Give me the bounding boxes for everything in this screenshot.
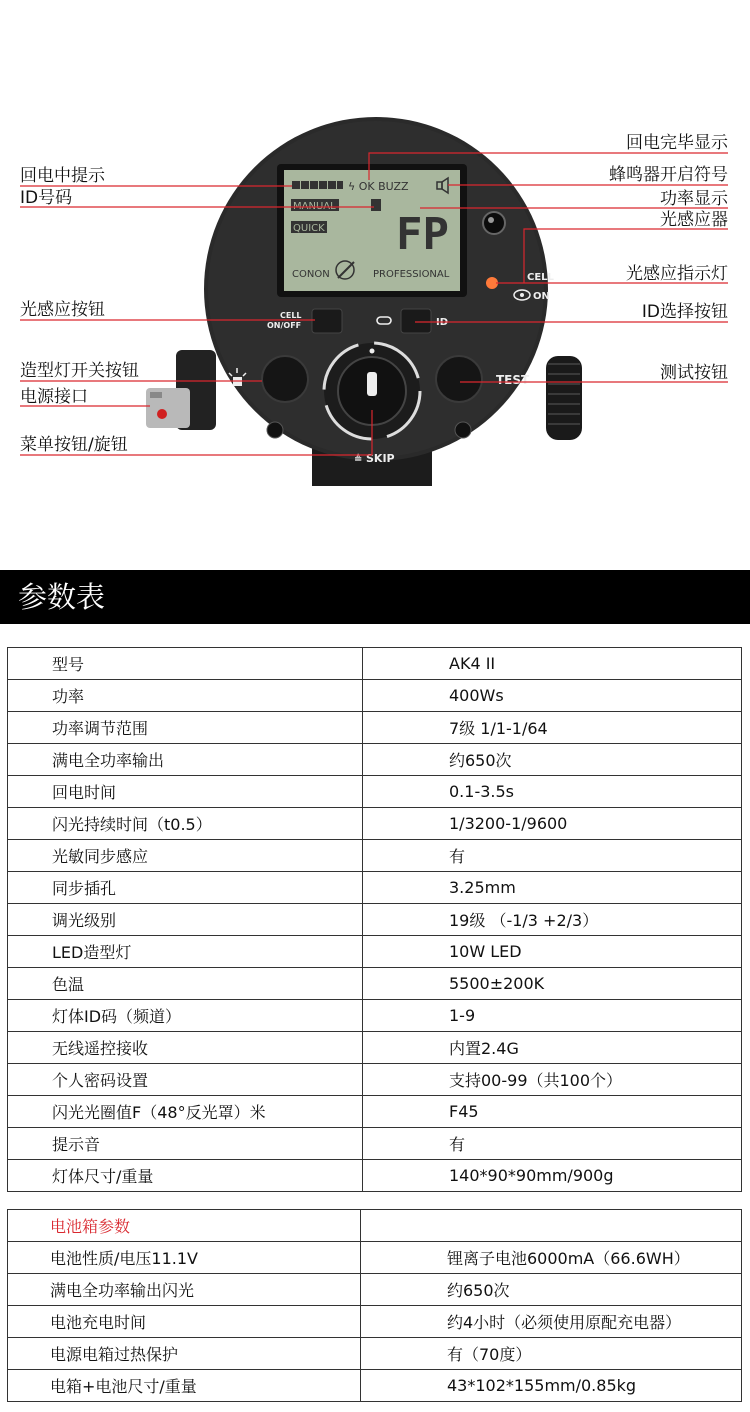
section-header xyxy=(0,570,750,624)
spec-key: 回电时间 xyxy=(8,776,363,808)
callout-sensor-button: 光感应按钮 xyxy=(20,300,105,320)
spec-key: 调光级别 xyxy=(8,904,363,936)
spec-key: 灯体ID码（频道） xyxy=(8,1000,363,1032)
spec-value: 19级 （-1/3 +2/3） xyxy=(363,904,742,936)
spec-table xyxy=(7,647,742,1192)
callout-recycle-complete: 回电完毕显示 xyxy=(626,133,728,153)
callout-modeling-light: 造型灯开关按钮 xyxy=(20,361,139,381)
spec-key: LED造型灯 xyxy=(8,936,363,968)
table-row xyxy=(8,1000,742,1032)
spec-key: 色温 xyxy=(8,968,363,1000)
spec-value: 1-9 xyxy=(363,1000,742,1032)
power-connector-icon xyxy=(146,350,216,430)
spec-value: 3.25mm xyxy=(363,872,742,904)
table-row xyxy=(8,808,742,840)
spec-value: 约650次 xyxy=(363,744,742,776)
table-row xyxy=(8,744,742,776)
spec-key: 提示音 xyxy=(8,1128,363,1160)
table-row xyxy=(8,840,742,872)
table-row xyxy=(8,1338,742,1370)
table-row xyxy=(8,1064,742,1096)
spec-key: 型号 xyxy=(8,648,363,680)
spec-key: 功率 xyxy=(8,680,363,712)
spec-value: 有 xyxy=(363,840,742,872)
screw-hole-left xyxy=(267,422,283,438)
lcd-edition: PROFESSIONAL xyxy=(373,269,450,280)
cell-indicator-label: CELL xyxy=(527,272,554,283)
battery-key: 电箱+电池尺寸/重量 xyxy=(8,1370,361,1402)
battery-value: 约4小时（必须使用原配充电器） xyxy=(361,1306,742,1338)
table-row xyxy=(8,904,742,936)
battery-table-title-row xyxy=(8,1210,742,1242)
table-row xyxy=(8,968,742,1000)
spec-value: 7级 1/1-1/64 xyxy=(363,712,742,744)
table-row xyxy=(8,1242,742,1274)
spec-value: 10W LED xyxy=(363,936,742,968)
spec-key: 灯体尺寸/重量 xyxy=(8,1160,363,1192)
spec-value: 5500±200K xyxy=(363,968,742,1000)
light-sensor xyxy=(483,212,505,234)
cell-button-label: CELL xyxy=(280,311,302,320)
lcd-mode-manual: MANUAL xyxy=(293,201,336,212)
section-title: 参数表 xyxy=(18,580,106,614)
screw-hole-right xyxy=(455,422,471,438)
table-row xyxy=(8,1370,742,1402)
lcd-id-digit xyxy=(371,199,381,211)
spec-key: 闪光光圈值F（48°反光罩）米 xyxy=(8,1096,363,1128)
callout-test-button: 测试按钮 xyxy=(660,363,728,383)
spec-key: 闪光持续时间（t0.5） xyxy=(8,808,363,840)
lcd-power: FP xyxy=(396,209,449,260)
cell-on-label: ON xyxy=(533,291,550,302)
modeling-light-button[interactable] xyxy=(262,356,308,402)
spec-key: 功率调节范围 xyxy=(8,712,363,744)
battery-key: 电源电箱过热保护 xyxy=(8,1338,361,1370)
table-row xyxy=(8,648,742,680)
svg-text:≙: ≙ xyxy=(354,454,363,465)
battery-key: 电池性质/电压11.1V xyxy=(8,1242,361,1274)
callout-recycling: 回电中提示 xyxy=(20,166,105,186)
table-row xyxy=(8,936,742,968)
table-row xyxy=(8,1160,742,1192)
callout-id-number: ID号码 xyxy=(20,188,73,208)
table-row xyxy=(8,1128,742,1160)
callout-power-port: 电源接口 xyxy=(20,387,88,407)
battery-table-title: 电池箱参数 xyxy=(8,1210,361,1242)
battery-value: 约650次 xyxy=(361,1274,742,1306)
callout-power-display: 功率显示 xyxy=(660,189,728,209)
callout-menu-dial: 菜单按钮/旋钮 xyxy=(20,435,128,455)
table-row xyxy=(8,776,742,808)
battery-value: 锂离子电池6000mA（66.6WH） xyxy=(361,1242,742,1274)
test-label: TEST xyxy=(496,373,530,387)
spec-value: 0.1-3.5s xyxy=(363,776,742,808)
battery-key: 满电全功率输出闪光 xyxy=(8,1274,361,1306)
spec-value: 400Ws xyxy=(363,680,742,712)
table-row xyxy=(8,872,742,904)
cell-button[interactable] xyxy=(312,309,342,333)
spec-value: 内置2.4G xyxy=(363,1032,742,1064)
callout-buzzer: 蜂鸣器开启符号 xyxy=(609,165,728,185)
table-row xyxy=(8,680,742,712)
lcd-mode-quick: QUICK xyxy=(293,223,325,234)
callout-light-sensor: 光感应器 xyxy=(660,210,728,230)
spec-value: AK4 II xyxy=(363,648,742,680)
spec-key: 光敏同步感应 xyxy=(8,840,363,872)
id-select-button[interactable] xyxy=(401,309,431,333)
battery-key: 电池充电时间 xyxy=(8,1306,361,1338)
spec-value: 1/3200-1/9600 xyxy=(363,808,742,840)
skip-label: SKIP xyxy=(366,452,395,465)
lcd-brand: CONON xyxy=(292,269,330,280)
table-row xyxy=(8,712,742,744)
spec-value: 140*90*90mm/900g xyxy=(363,1160,742,1192)
spec-key: 满电全功率输出 xyxy=(8,744,363,776)
callout-sensor-indicator: 光感应指示灯 xyxy=(626,264,728,284)
spec-value: 有 xyxy=(363,1128,742,1160)
lcd-top-line: ϟ OK BUZZ xyxy=(348,180,409,193)
battery-value: 有（70度） xyxy=(361,1338,742,1370)
recycling-bar xyxy=(292,181,343,189)
spec-value: 支持00-99（共100个） xyxy=(363,1064,742,1096)
spec-key: 个人密码设置 xyxy=(8,1064,363,1096)
spec-key: 同步插孔 xyxy=(8,872,363,904)
spec-key: 无线遥控接收 xyxy=(8,1032,363,1064)
battery-value: 43*102*155mm/0.85kg xyxy=(361,1370,742,1402)
callout-id-select: ID选择按钮 xyxy=(641,302,728,322)
battery-table xyxy=(7,1209,742,1402)
table-row xyxy=(8,1096,742,1128)
spec-value: F45 xyxy=(363,1096,742,1128)
side-knob xyxy=(546,356,582,440)
table-row xyxy=(8,1274,742,1306)
test-button[interactable] xyxy=(436,356,482,402)
product-diagram xyxy=(0,0,750,560)
svg-text:ON/OFF: ON/OFF xyxy=(267,321,302,330)
table-row xyxy=(8,1306,742,1338)
table-row xyxy=(8,1032,742,1064)
id-label: ID xyxy=(436,317,449,328)
